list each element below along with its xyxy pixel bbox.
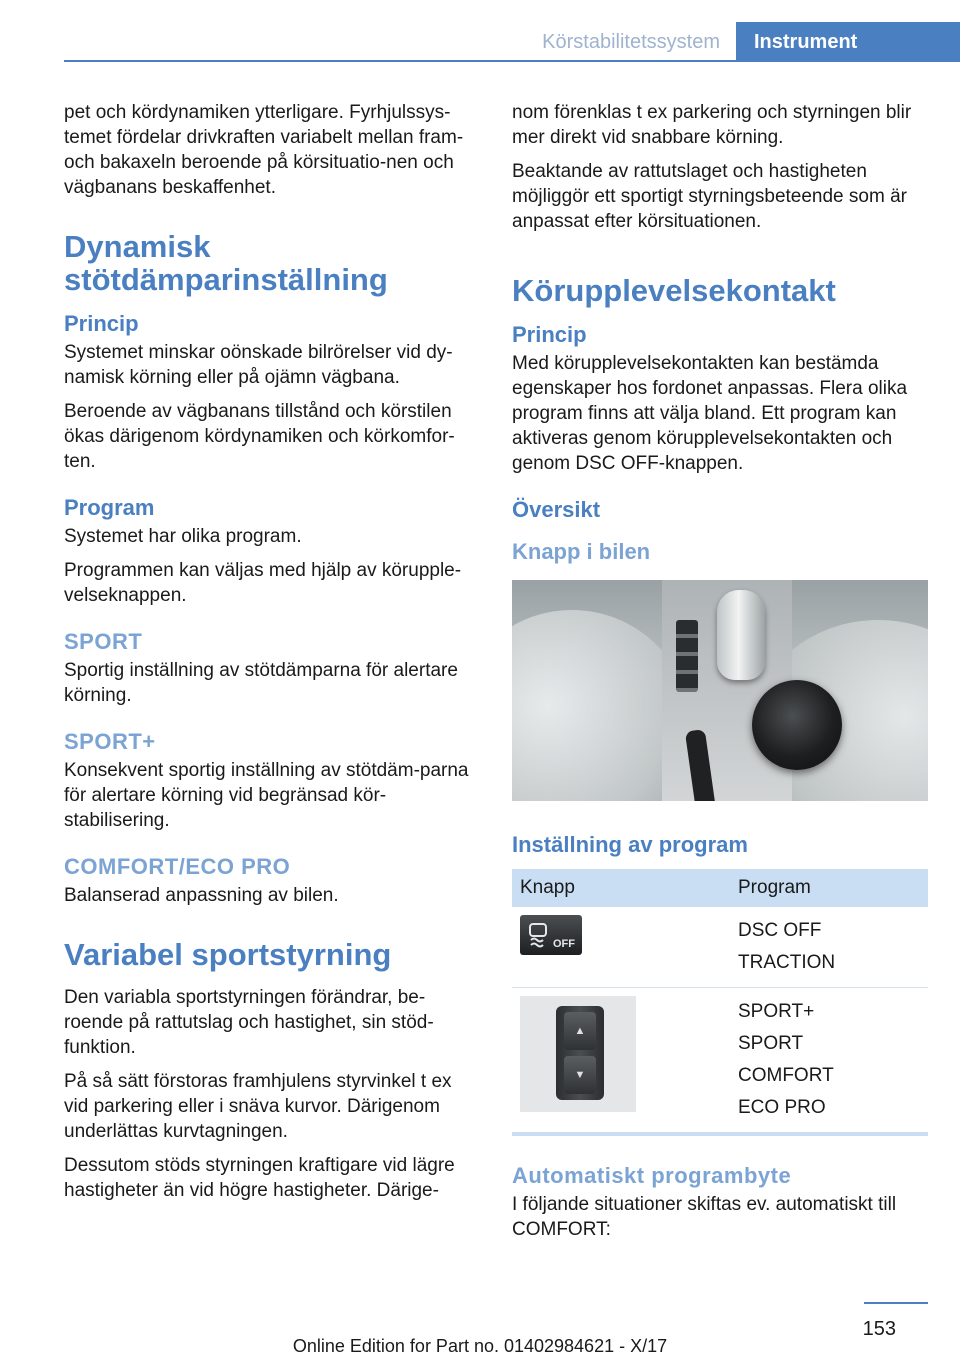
table-cell — [730, 988, 928, 1135]
paragraph: Dessutom stöds styrningen kraftigare vid lägre hastigheter än vid högre hastigheter. Därige- — [64, 1155, 455, 1201]
column-header: Knapp — [512, 869, 730, 907]
idrive-controller — [752, 680, 842, 770]
section-tab[interactable]: Körstabilitetssystem — [542, 31, 720, 53]
left-column — [64, 100, 480, 1212]
skidding-car-icon — [527, 922, 549, 948]
heading-program-setting: Inställning av program — [512, 832, 748, 857]
table-header-row — [512, 869, 928, 907]
table-cell — [512, 988, 730, 1135]
table-cell — [512, 907, 730, 988]
program-name: ECO PRO — [738, 1097, 826, 1118]
paragraph: Beaktande av rattutslaget och hastigheten möjliggör ett sportigt styrningsbeteende som är anpassat efter körsituationen. — [512, 161, 907, 232]
paragraph: Konsekvent sportig inställning av stötdäm-parna för alertare körning vid begränsad kör-stabilisering. — [64, 760, 469, 831]
table-cell — [730, 907, 928, 988]
paragraph: Systemet minskar oönskade bilrörelser vid dy-namisk körning eller på ojämn vägbana. — [64, 342, 453, 388]
heading-sport-plus: SPORT+ — [64, 729, 156, 754]
program-name: DSC OFF — [738, 920, 822, 941]
switch-down-icon: ▼ — [564, 1056, 596, 1094]
table-row — [512, 988, 928, 1135]
heading-driving-experience-control: Körupplevelsekontakt — [512, 273, 836, 308]
heading-program: Program — [64, 495, 155, 520]
drive-mode-buttons — [676, 620, 698, 692]
paragraph: pet och kördynamiken ytterligare. Fyrhjulssys-temet fördelar drivkraften variabelt mellan fram- och bakaxeln beroende på körsituatio-nen och vägbanans beskaffenhet. — [64, 102, 464, 198]
paragraph: nom förenklas t ex parkering och styrningen blir mer direkt vid snabbare körning. — [512, 102, 912, 148]
heading-button-in-car: Knapp i bilen — [512, 539, 651, 564]
edition-footer: Online Edition for Part no. 01402984621 - X/17 — [292, 1336, 668, 1356]
center-console-photo — [512, 580, 928, 801]
right-column — [512, 100, 928, 1251]
heading-variable-steering: Variabel sportstyrning — [64, 937, 392, 972]
paragraph: Balanserad anpassning av bilen. — [64, 885, 339, 906]
heading-overview: Översikt — [512, 497, 601, 522]
paragraph: På så sätt förstoras framhjulens styrvinkel t ex vid parkering eller i snäva kurvor. Därigenom underlättas kurvtagningen. — [64, 1071, 452, 1142]
heading-sport: SPORT — [64, 629, 143, 654]
program-name: SPORT — [738, 1033, 804, 1054]
program-name: TRACTION — [738, 952, 836, 973]
paragraph: Programmen kan väljas med hjälp av körupple-velseknappen. — [64, 560, 462, 606]
heading-automatic-program-change: Automatiskt programbyte — [512, 1163, 792, 1188]
heading-dynamic-damper: Dynamisk stötdämparinställning — [64, 229, 388, 297]
switch-up-icon: ▲ — [564, 1012, 596, 1050]
paragraph: Med körupplevelsekontakten kan bestämda egenskaper hos fordonet anpassas. Flera olika program finns att välja bland. Ett program kan aktiveras genom körupplevelsekontakten och genom DSC OFF-knappen. — [512, 353, 908, 474]
heading-comfort-eco: COMFORT/ECO PRO — [64, 854, 291, 879]
chapter-tab[interactable]: Instrument — [736, 22, 960, 62]
heading-principle: Princip — [64, 311, 139, 336]
program-name: SPORT+ — [738, 1001, 815, 1022]
driving-experience-switch-icon — [520, 996, 636, 1112]
page-header — [64, 0, 960, 62]
dsc-off-button-icon — [520, 915, 582, 955]
heading-principle: Princip — [512, 322, 587, 347]
program-name: COMFORT — [738, 1065, 834, 1086]
program-table — [512, 869, 928, 1136]
paragraph: Beroende av vägbanans tillstånd och körstilen ökas därigenom kördynamiken och körkomfor-ten. — [64, 401, 455, 472]
footer-rule — [864, 1302, 928, 1304]
table-row — [512, 907, 928, 988]
paragraph: Den variabla sportstyrningen förändrar, be-roende på rattutslag och hastighet, sin stöd-funktion. — [64, 987, 434, 1058]
column-header: Program — [730, 869, 928, 907]
page-number: 153 — [862, 1318, 896, 1340]
dsc-off-label: OFF — [553, 938, 575, 950]
header-rule — [64, 60, 960, 62]
paragraph: Systemet har olika program. — [64, 526, 302, 547]
gear-selector — [717, 590, 765, 680]
paragraph: I följande situationer skiftas ev. automatiskt till COMFORT: — [512, 1194, 897, 1240]
paragraph: Sportig inställning av stötdämparna för alertare körning. — [64, 660, 458, 706]
